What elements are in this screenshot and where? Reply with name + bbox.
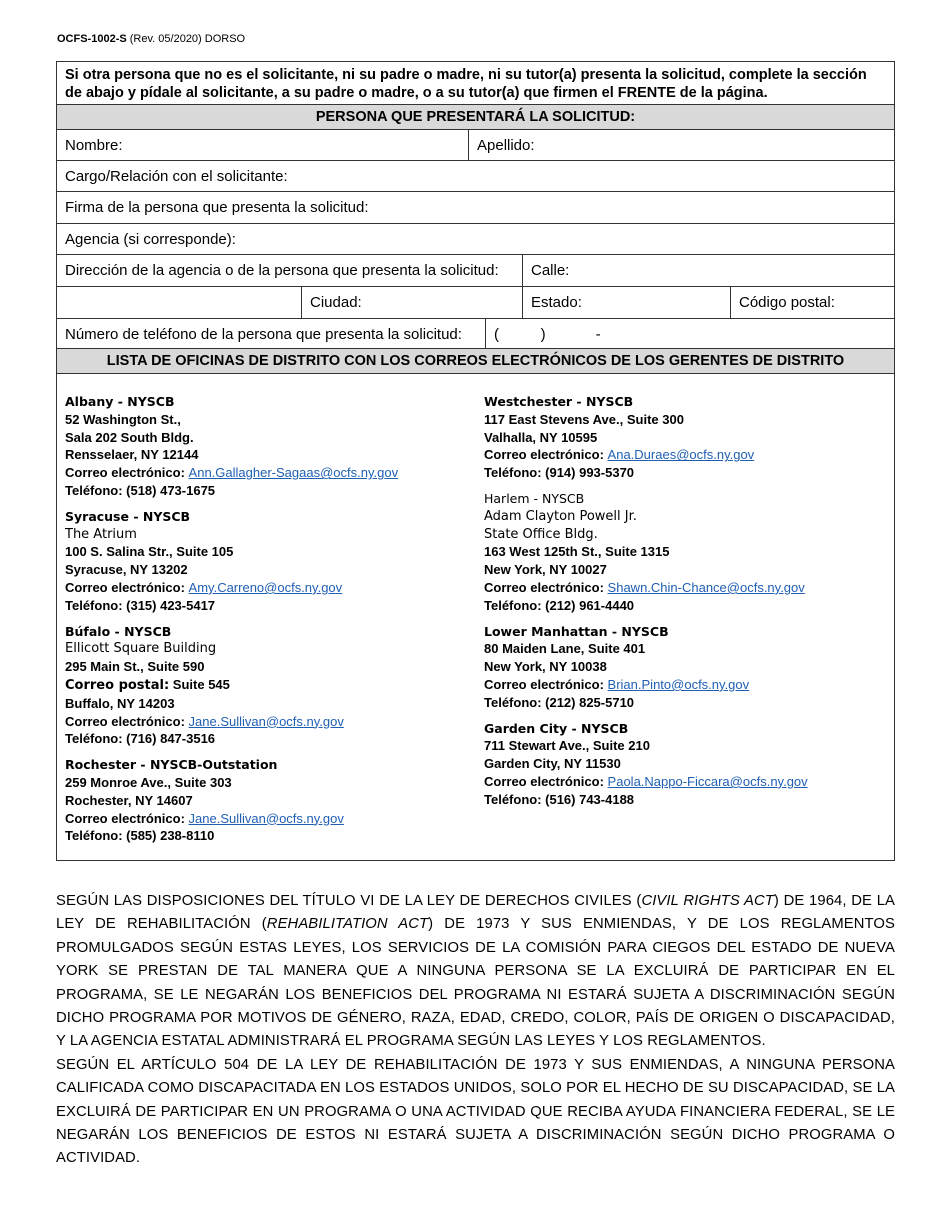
agency-row	[57, 224, 894, 255]
office-name: Rochester - NYSCB-Outstation	[65, 757, 278, 773]
legal-paragraph-1: SEGÚN LAS DISPOSICIONES DEL TÍTULO VI DE LA LEY DE DERECHOS CIVILES (CIVIL RIGHTS ACT) DE 1964, DE LA LEY DE REHABILITACIÓN (REHABILITATION ACT) DE 1973 Y SUS ENMIENDAS, Y DE LOS REGLAMENTOS PROMULGADOS SEGÚN ESTAS LEYES, LOS SERVICIOS DE LA COMISIÓN PARA CIEGOS DEL ESTADO DE NUEVA YORK SE PRESTAN DE TAL MANERA QUE A NINGUNA PERSONA SE LA EXCLUIRÁ DE PARTICIPAR EN EL PROGRAMA, SE LE NEGARÁN LOS BENEFICIOS DEL PROGRAMA NI ESTARÁ SUJETA A DISCRIMINACIÓN SEGÚN DICHO PROGRAMA POR MOTIVOS DE GÉNERO, RAZA, EDAD, CREDO, COLOR, PAÍS DE ORIGEN O DISCAPACIDAD, Y LA AGENCIA ESTATAL ADMINISTRARÁ EL PROGRAMA SEGÚN LAS LEYES Y LOS REGLAMENTOS.	[56, 893, 895, 1050]
office-address-line: Syracuse, NY 13202	[65, 562, 188, 578]
office-email-line	[484, 676, 884, 694]
office-phone: Teléfono: (212) 825-5710	[484, 694, 635, 710]
office-entry	[65, 508, 465, 615]
email-label: Correo electrónico:	[484, 447, 604, 463]
office-address-line: Rochester, NY 14607	[65, 792, 193, 808]
office-entry	[65, 393, 465, 500]
office-phone: Teléfono: (914) 993-5370	[484, 465, 635, 481]
office-address-line: 711 Stewart Ave., Suite 210	[484, 738, 650, 754]
office-building: The Atrium	[65, 526, 137, 542]
district-offices-list	[57, 375, 894, 860]
office-name: Harlem - NYSCB	[484, 490, 585, 506]
first-name-label: Nombre:	[65, 136, 123, 154]
phone-mask: ( ) -	[494, 325, 601, 343]
office-email-line	[484, 446, 884, 464]
office-postal	[65, 676, 465, 695]
office-address-line: Garden City, NY 11530	[484, 756, 621, 772]
office-address-line: 117 East Stevens Ave., Suite 300	[484, 411, 684, 427]
email-link[interactable]: Ann.Gallagher-Sagaas@ocfs.ny.gov	[188, 465, 399, 481]
office-email-line	[484, 579, 884, 597]
office-phone: Teléfono: (518) 473-1675	[65, 482, 216, 498]
office-email-line	[65, 810, 465, 828]
offices-title: LISTA DE OFICINAS DE DISTRITO CON LOS CORREOS ELECTRÓNICOS DE LOS GERENTES DE DISTRITO	[57, 348, 894, 374]
email-label: Correo electrónico:	[65, 713, 185, 729]
office-address-line: 163 West 125th St., Suite 1315	[484, 544, 670, 560]
form-revision: (Rev. 05/2020) DORSO	[129, 33, 246, 45]
office-name: Lower Manhattan - NYSCB	[484, 623, 669, 639]
first-name-field[interactable]	[57, 130, 468, 160]
form-code-number: OCFS-1002-S	[57, 33, 127, 45]
email-label: Correo electrónico:	[65, 810, 185, 826]
office-building: State Office Bldg.	[484, 526, 598, 542]
office-entry	[65, 756, 465, 845]
office-entry	[484, 720, 884, 809]
address-row	[57, 255, 894, 287]
office-entry	[484, 623, 884, 712]
office-address-line: 80 Maiden Lane, Suite 401	[484, 641, 646, 657]
form-instructions: Si otra persona que no es el solicitante, ni su padre o madre, ni su tutor(a) presenta la solicitud, complete la sección de abajo y pídale al solicitante, a su padre o madre, o a su tutor(a) que firmen el FRENTE de la página.	[65, 67, 867, 101]
zip-label: Código postal:	[739, 294, 835, 311]
office-email-line	[65, 579, 465, 597]
zip-field[interactable]	[730, 287, 894, 318]
state-label: Estado:	[531, 294, 582, 311]
section-title: PERSONA QUE PRESENTARÁ LA SOLICITUD:	[57, 104, 894, 130]
office-address-line: 295 Main St., Suite 590	[65, 659, 205, 675]
office-address-line: New York, NY 10038	[484, 659, 607, 675]
city-state-row	[57, 287, 894, 319]
office-email-line	[65, 464, 465, 482]
signature-field[interactable]	[57, 192, 894, 223]
email-label: Correo electrónico:	[484, 773, 604, 789]
email-link[interactable]: Brian.Pinto@ocfs.ny.gov	[607, 676, 750, 692]
postal-value: Suite 545	[169, 676, 230, 692]
office-address-line: Valhalla, NY 10595	[484, 429, 598, 445]
office-phone: Teléfono: (315) 423-5417	[65, 597, 216, 613]
email-link[interactable]: Amy.Carreno@ocfs.ny.gov	[188, 579, 343, 595]
street-label: Calle:	[531, 262, 570, 279]
office-phone: Teléfono: (716) 847-3516	[65, 731, 216, 747]
phone-row	[57, 319, 894, 349]
postal-label: Correo postal:	[65, 677, 170, 693]
form-code	[57, 33, 245, 45]
office-building: Ellicott Square Building	[65, 641, 217, 657]
applicant-submitter-form	[56, 61, 895, 861]
city-label: Ciudad:	[310, 294, 362, 311]
name-row	[57, 130, 894, 161]
office-phone: Teléfono: (212) 961-4440	[484, 597, 635, 613]
address-label: Dirección de la agencia o de la persona que presenta la solicitud:	[65, 262, 499, 279]
email-link[interactable]: Shawn.Chin-Chance@ocfs.ny.gov	[607, 579, 805, 595]
email-label: Correo electrónico:	[65, 579, 185, 595]
offices-column-right	[484, 393, 884, 817]
agency-field[interactable]	[57, 224, 894, 254]
office-name: Búfalo - NYSCB	[65, 623, 172, 639]
offices-column-left	[65, 393, 465, 853]
email-link[interactable]: Paola.Nappo-Ficcara@ocfs.ny.gov	[607, 773, 808, 789]
office-phone: Teléfono: (516) 743-4188	[484, 791, 635, 807]
office-email-line	[484, 773, 884, 791]
office-address-line: Rensselaer, NY 12144	[65, 447, 199, 463]
relationship-label: Cargo/Relación con el solicitante:	[65, 167, 288, 185]
relationship-field[interactable]	[57, 161, 894, 191]
email-label: Correo electrónico:	[65, 465, 185, 481]
signature-row	[57, 192, 894, 224]
phone-label-cell	[57, 319, 485, 349]
office-name: Garden City - NYSCB	[484, 720, 629, 736]
office-entry	[65, 623, 465, 749]
state-field[interactable]	[522, 287, 730, 318]
agency-label: Agencia (si corresponde):	[65, 230, 236, 248]
phone-field[interactable]	[485, 319, 894, 349]
relationship-row	[57, 161, 894, 192]
blank-cell	[57, 287, 301, 318]
phone-label: Número de teléfono de la persona que presenta la solicitud:	[65, 325, 462, 343]
office-email-line	[65, 713, 465, 731]
office-address-line: New York, NY 10027	[484, 562, 607, 578]
email-link[interactable]: Jane.Sullivan@ocfs.ny.gov	[188, 810, 344, 826]
office-name: Westchester - NYSCB	[484, 394, 634, 409]
office-address-line: Sala 202 South Bldg.	[65, 429, 194, 445]
legal-paragraph-2: SEGÚN EL ARTÍCULO 504 DE LA LEY DE REHABILITACIÓN DE 1973 Y SUS ENMIENDAS, A NINGUNA PERSONA CALIFICADA COMO DISCAPACITADA EN LOS ESTADOS UNIDOS, SOLO POR EL HECHO DE SU DISCAPACIDAD, SE LA EXCLUIRÁ DE PARTICIPAR EN UN PROGRAMA O UNA ACTIVIDAD QUE RECIBA AYUDA FINANCIERA FEDERAL, SE LE NEGARÁN LOS BENEFICIOS DE ESTOS NI ESTARÁ SUJETA A DISCRIMINACIÓN SEGÚN DICHO PROGRAMA O ACTIVIDAD.	[56, 1056, 895, 1167]
office-name: Syracuse - NYSCB	[65, 508, 191, 524]
office-address-line: 52 Washington St.,	[65, 411, 181, 427]
email-label: Correo electrónico:	[484, 579, 604, 595]
street-field[interactable]	[522, 255, 894, 286]
email-label: Correo electrónico:	[484, 676, 604, 692]
office-entry	[484, 490, 884, 615]
legal-notice	[56, 890, 895, 1171]
email-link[interactable]: Jane.Sullivan@ocfs.ny.gov	[188, 713, 344, 729]
office-name: Albany - NYSCB	[65, 394, 175, 409]
last-name-label: Apellido:	[477, 136, 535, 154]
signature-label: Firma de la persona que presenta la solicitud:	[65, 199, 369, 216]
email-link[interactable]: Ana.Duraes@ocfs.ny.gov	[607, 447, 755, 463]
last-name-field[interactable]	[468, 130, 894, 160]
office-entry	[484, 393, 884, 482]
office-address-line: 100 S. Salina Str., Suite 105	[65, 544, 234, 560]
office-address-line: Buffalo, NY 14203	[65, 695, 175, 711]
address-label-cell	[57, 255, 522, 286]
office-address-line: 259 Monroe Ave., Suite 303	[65, 774, 232, 790]
office-building: Adam Clayton Powell Jr.	[484, 508, 637, 524]
city-field[interactable]	[301, 287, 522, 318]
office-phone: Teléfono: (585) 238-8110	[65, 828, 215, 844]
